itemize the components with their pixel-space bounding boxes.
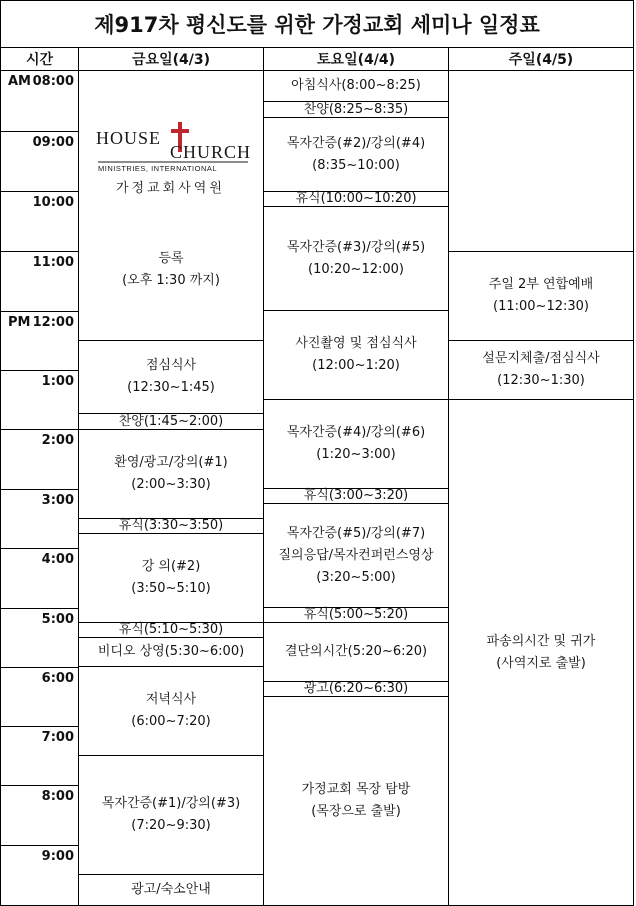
pm-label: PM xyxy=(8,315,31,330)
cell-text: (오후 1:30 까지) xyxy=(122,273,220,288)
time-label: 3:00 xyxy=(41,493,74,508)
sat-photo-lunch xyxy=(264,310,448,400)
cross-bar xyxy=(171,129,189,133)
time-label: 2:00 xyxy=(41,433,74,448)
cell-text: (2:00~3:30) xyxy=(131,477,211,492)
sat-rest-1: 휴식(10:00~10:20) xyxy=(264,191,448,207)
cell-text: (12:30~1:30) xyxy=(497,373,585,388)
time-label: 6:00 xyxy=(41,671,74,686)
cell-text: (12:00~1:20) xyxy=(312,358,400,373)
header-saturday: 토요일(4/4) xyxy=(263,48,449,71)
time-slot-17 xyxy=(0,608,78,667)
cell-text: 환영/광고/강의(#1) xyxy=(114,455,228,470)
fri-lunch xyxy=(79,340,263,414)
cell-text: (목장으로 출발) xyxy=(311,804,401,819)
cell-text: 파송의시간 및 귀가 xyxy=(486,633,596,649)
time-label: 10:00 xyxy=(32,195,74,210)
time-label: 1:00 xyxy=(41,374,74,389)
page-title: 제917차 평신도를 위한 가정교회 세미나 일정표 xyxy=(0,0,634,48)
sat-testimony-4 xyxy=(264,399,448,489)
cell-text: (7:20~9:30) xyxy=(131,818,211,833)
time-label: 7:00 xyxy=(41,730,74,745)
fri-video: 비디오 상영(5:30~6:00) xyxy=(79,637,263,667)
time-label: 4:00 xyxy=(41,552,74,567)
time-slot-14 xyxy=(0,429,78,489)
time-label: 11:00 xyxy=(32,255,74,270)
cell-text: 목자간증(#1)/강의(#3) xyxy=(101,796,241,811)
header-sunday: 주일(4/5) xyxy=(448,48,634,71)
sun-worship xyxy=(449,251,633,341)
svg-text:HOUSE: HOUSE xyxy=(96,128,162,148)
cell-text: 목자간증(#2)/강의(#4) xyxy=(286,135,426,151)
time-slot-21 xyxy=(0,845,78,906)
cell-text: 가정교회 목장 탐방 xyxy=(301,782,411,797)
cell-text: 점심식사 xyxy=(145,358,197,373)
cell-text: (11:00~12:30) xyxy=(493,299,589,314)
svg-text:CHURCH: CHURCH xyxy=(170,142,252,162)
cell-text: 강 의(#2) xyxy=(141,559,201,574)
time-label: 08:00 xyxy=(32,74,74,89)
cell-text: (1:20~3:00) xyxy=(316,447,396,462)
time-slot-12 xyxy=(0,311,78,370)
cell-text: 등록 xyxy=(158,251,184,266)
sat-rest-3: 휴식(5:00~5:20) xyxy=(264,607,448,623)
sat-breakfast: 아침식사(8:00~8:25) xyxy=(264,71,448,102)
sat-testimony-2 xyxy=(264,117,448,192)
cell-text: 주일 2부 연합예배 xyxy=(488,277,594,292)
time-label: 12:00 xyxy=(32,315,74,330)
cell-text: (10:20~12:00) xyxy=(308,261,404,277)
time-slot-9 xyxy=(0,131,78,191)
time-label: 09:00 xyxy=(32,135,74,150)
header-time: 시간 xyxy=(0,48,79,71)
cell-text: 목자간증(#3)/강의(#5) xyxy=(286,239,426,255)
cell-text: 설문지체출/점심식사 xyxy=(482,351,600,366)
fri-notice: 광고/숙소안내 xyxy=(79,874,263,905)
time-slot-15 xyxy=(0,489,78,548)
cell-text: 목자간증(#5)/강의(#7) xyxy=(286,525,426,541)
cell-text: 저녁식사 xyxy=(145,692,197,707)
house-church-logo-mark xyxy=(96,122,252,200)
sat-praise: 찬양(8:25~8:35) xyxy=(264,101,448,118)
house-church-logo xyxy=(96,122,252,200)
cell-text: (사역지로 출발) xyxy=(496,655,586,671)
time-label: 5:00 xyxy=(41,612,74,627)
header-friday: 금요일(4/3) xyxy=(78,48,264,71)
time-label: 9:00 xyxy=(41,849,74,864)
fri-rest-1: 휴식(3:30~3:50) xyxy=(79,518,263,534)
svg-text:가정교회사역원: 가정교회사역원 xyxy=(116,181,225,196)
fri-rest-2: 휴식(5:10~5:30) xyxy=(79,622,263,638)
time-slot-18 xyxy=(0,667,78,726)
fri-dinner xyxy=(79,666,263,756)
time-slot-20 xyxy=(0,785,78,845)
time-slot-16 xyxy=(0,548,78,608)
sat-decision: 결단의시간(5:20~6:20) xyxy=(264,622,448,682)
cell-text: 목자간증(#4)/강의(#6) xyxy=(286,425,426,440)
time-slot-19 xyxy=(0,726,78,785)
cell-text: 사진촬영 및 점심식사 xyxy=(295,336,417,351)
cell-text: (6:00~7:20) xyxy=(131,714,211,729)
cell-text: (12:30~1:45) xyxy=(127,380,215,395)
sun-survey-lunch xyxy=(449,340,633,400)
sat-testimony-5 xyxy=(264,503,448,608)
svg-text:MINISTRIES, INTERNATIONAL: MINISTRIES, INTERNATIONAL xyxy=(98,164,218,173)
sat-notice: 광고(6:20~6:30) xyxy=(264,681,448,697)
fri-lecture-2 xyxy=(79,533,263,623)
time-slot-10 xyxy=(0,191,78,251)
fri-testimony xyxy=(79,755,263,875)
sat-testimony-3 xyxy=(264,206,448,311)
cell-text: (8:35~10:00) xyxy=(312,157,400,173)
sat-rest-2: 휴식(3:00~3:20) xyxy=(264,488,448,504)
fri-praise: 찬양(1:45~2:00) xyxy=(79,413,263,430)
fri-welcome xyxy=(79,429,263,519)
fri-registration xyxy=(79,235,263,305)
time-slot-8 xyxy=(0,71,78,131)
cell-text: 질의응답/목자컨퍼런스영상 xyxy=(278,547,434,563)
am-label: AM xyxy=(8,74,31,89)
time-slot-11 xyxy=(0,251,78,311)
sun-sendoff xyxy=(449,399,633,905)
cell-text: (3:50~5:10) xyxy=(131,581,211,596)
cell-text: (3:20~5:00) xyxy=(316,569,396,585)
time-label: 8:00 xyxy=(41,789,74,804)
time-slot-13 xyxy=(0,370,78,429)
sat-house-church-visit xyxy=(264,696,448,905)
